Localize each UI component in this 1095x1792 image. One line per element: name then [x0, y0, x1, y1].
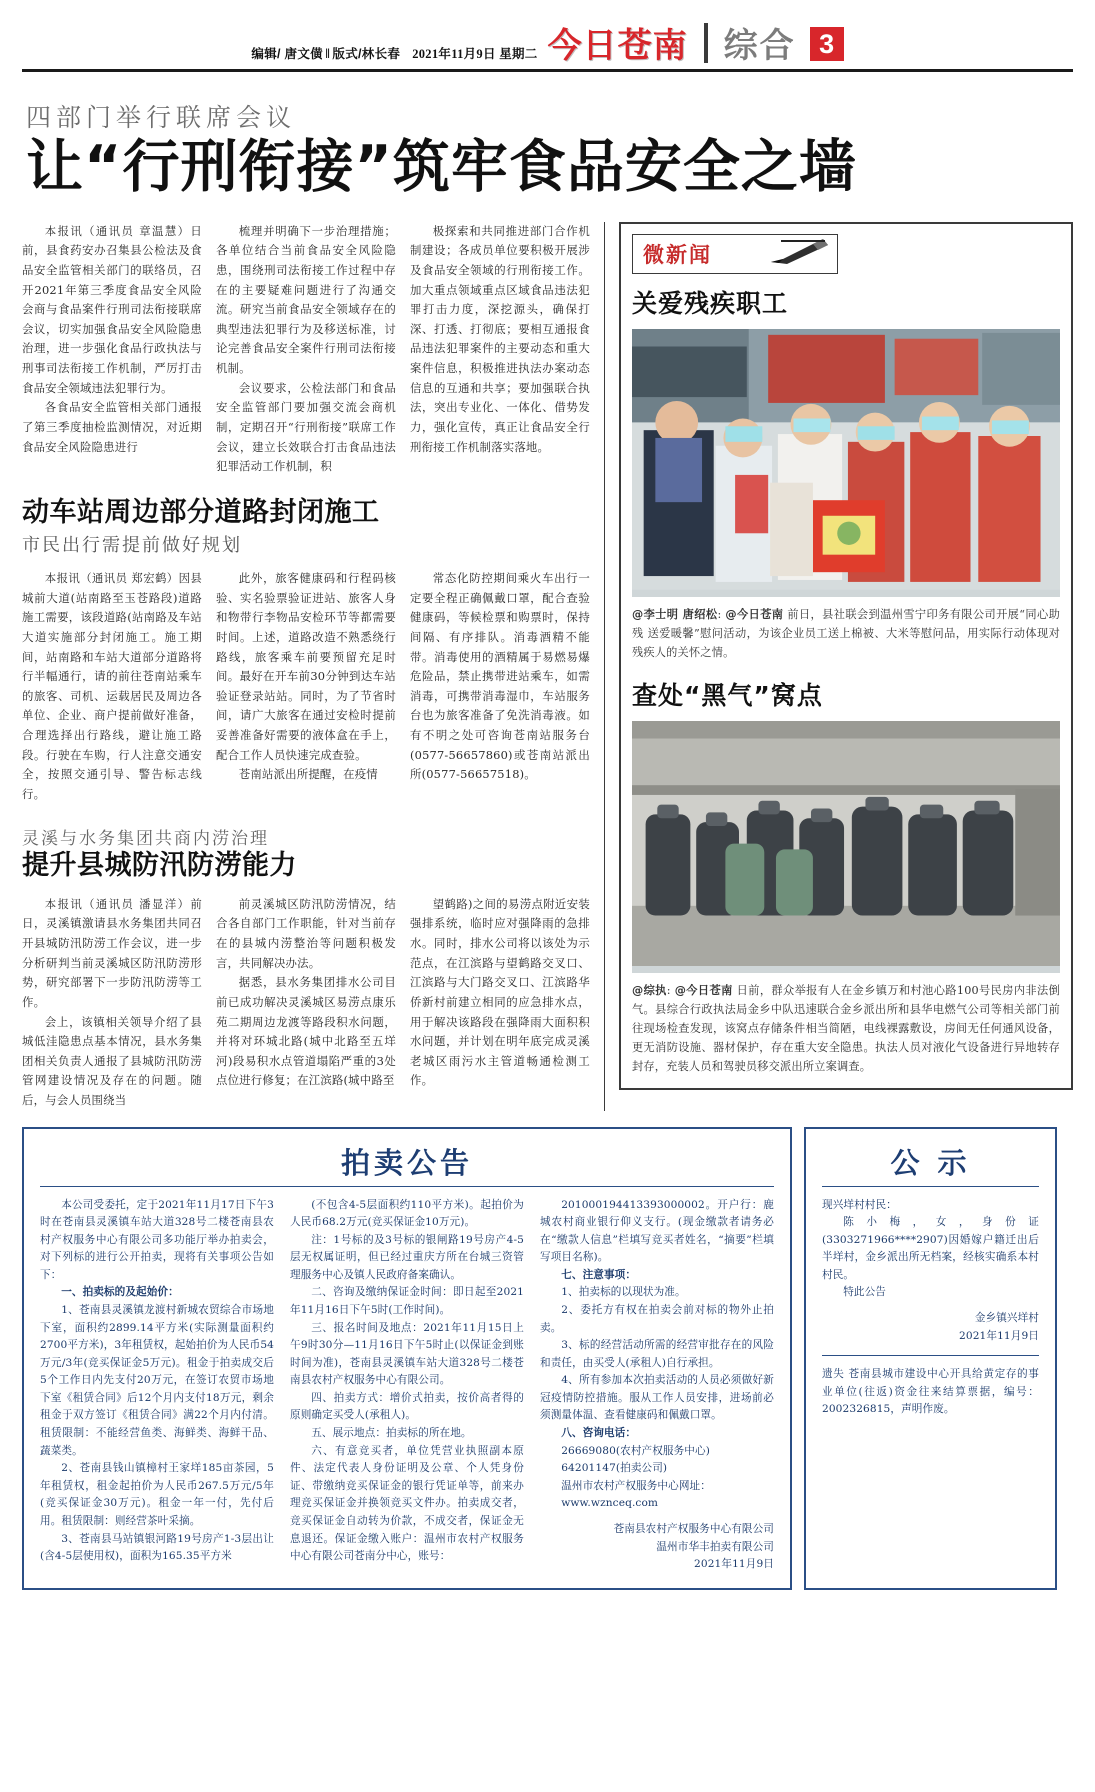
article-3-col-3: 望鹤路)之间的易涝点附近安装强排系统，临时应对强降雨的急排水。同时，排水公司将以该处为示范点，在江滨路与望鹤路交叉口、江滨路与大门路交叉口、江滨路华侨新村前建立相同的应急排水点，用于解决该路段在强降雨大面积积水问题，并计划在明年底完成灵溪老城区雨污水主管道畅通检测工作。 [410, 896, 590, 1088]
article-3-kicker: 灵溪与水务集团共商内涝治理 [22, 829, 269, 850]
lead-kicker: 四部门举行联席会议 [26, 103, 297, 132]
caption-brand: @今日苍南 [674, 983, 733, 997]
caption-body: 日前，群众举报有人在金乡镇万和村池心路100号民房内非法倒气。县综合行政执法局金乡中队迅速联合金乡派出所和县华电燃气公司等相关部门前往现场检查发现，该窝点存储条件相当简陋，电线裸露敷设，房间无任何通风设备，更无消防设施、器材保护，存在重大安全隐患。执法人员对液化气设备进行异地转存封存，充装人员和驾驶员移交派出所立案调查。 [631, 983, 1060, 1074]
article-3-columns [22, 895, 590, 1111]
issue-date: 2021年11月9日 星期二 [412, 47, 538, 61]
credit-separator: ‖ [324, 47, 331, 61]
caption-author: @李士明 唐绍松 [631, 607, 718, 621]
micro-story-2-caption: @综执: @今日苍南 日前，群众举报有人在金乡镇万和村池心路100号民房内非法倒气。县综合行政执法局金乡中队迅速联合金乡派出所和县华电燃气公司等相关部门前往现场检查发现，该窝点存储条件相当简陋，电线裸露敷设，房间无任何通风设备，更无消防设施、器材保护，存在重大安全隐患。执法人员对液化气设备进行异地转存封存，充装人员和驾驶员移交派出所立案调查。 [631, 983, 1060, 1074]
lead-col-1 [22, 222, 202, 477]
lead-headline-block [22, 72, 1073, 204]
bottom-notices [22, 1127, 1073, 1590]
masthead-divider [704, 23, 708, 63]
page-number-badge: 3 [810, 27, 844, 61]
article-3 [22, 824, 590, 1110]
paper-logo: 今日苍南 [547, 26, 688, 66]
section-name: 综合 [723, 26, 796, 66]
lead-col-3 [410, 222, 590, 477]
micro-news-box [619, 222, 1073, 1090]
micro-news-label-text: 微新闻 [642, 242, 712, 267]
auction-notice-rule [40, 1186, 774, 1187]
auction-notice-columns [40, 1197, 774, 1574]
auction-col-3: 201000194413393000002。开户行：鹿城农村商业银行仰义支行。(现金缴款者请务必在“缴款人信息”栏填写竞买者姓名，“摘要”栏填写项目名称)。 七、注意事项： 1、拍卖标的以现状为准。 2、委托方有权在拍卖会前对标的物外止拍卖。 3、标的经营活动所需的经营审批存在的风险和责任，由买受人(承租人)自行承担。 4、所有参加本次拍卖活动的人员必须做好新冠疫情防控措施。服从工作人员安排，进场前必须测量体温、查看健康码和佩戴口罩。 八、咨询电话： 26669080(农村产权服务中心) 64201147(拍卖公司) 温州市农村产权服务中心网址： www.wznceq.com 苍南县农村产权服务中心有限公司 温州市华丰拍卖有限公司 2021年11月9日 [540, 1197, 774, 1574]
micro-story-1-caption: @李士明 唐绍松: @今日苍南 前日，县社联会到温州雪宁印务有限公司开展“同心助残 送爱暖馨”慰问活动，为该企业员工送上棉被、大米等慰问品，用实际行动体现对残疾人的关怀之情。 [631, 607, 1060, 659]
auction-notice [22, 1127, 792, 1590]
lead-title: 让“行刑衔接”筑牢食品安全之墙 [26, 134, 857, 200]
caption-body: 前日，县社联会到温州雪宁印务有限公司开展“同心助残 送爱暖馨”慰问活动，为该企业员工送上棉被、大米等慰问品，用实际行动体现对残疾人的关怀之情。 [631, 607, 1060, 659]
lead-col-2-text: 梳理并明确下一步治理措施；各单位结合当前食品安全风险隐患，围绕刑司法衔接工作过程中存在的主要疑难问题进行了沟通交流。研究当前食品安全领域存在的典型违法犯罪行为及移送标准，讨论完善食品安全案件行刑司法衔接机制。 会议要求，公检法部门和食品安全监管部门要加强交流会商机制，定期召开“行刑衔接”联席工作会议，建立长效联合打击食品违法犯罪活动工作机制，积 [216, 223, 396, 474]
article-2-col-1: 本报讯（通讯员 郑宏鹤）因县城前大道(站南路至玉苍路段)道路施工需要，该段道路(站南路及车站大道实施部分封闭施工。施工期间，站南路和车站大道部分道路将行半幅通行，请的前往苍南站乘车的旅客、司机、运载居民及周边各单位、企业、商户提前做好准备，合理选择出行路线，避让施工路段。行驶在车购，行人注意交通安全，按照交通引导、警告标志线行。 [22, 571, 202, 801]
lost-item-notice: 遗失 苍南县城市建设中心开具给黄定存的事业单位(往返)资金往来结算票据，编号：2002326815，声明作废。 [822, 1368, 1039, 1416]
editor-label: 编辑/ 唐文僙 [251, 47, 323, 61]
article-3-col-1: 本报讯（通讯员 潘显洋）前日，灵溪镇激请县水务集团共同召开县城防汛防涝工作会议，进一步分析研判当前灵溪城区防汛防涝形势，研究部署下一步防汛防涝等工作。 会上，该镇相关领导介绍了县城低洼隐患点基本情况，县水务集团相关负责人通报了县城防汛防涝管网建设情况及存在的问题。随后，与会人员围绕当 [22, 896, 202, 1107]
masthead-credits [251, 44, 537, 65]
lead-col-1-text: 本报讯（通讯员 章温慧）日前，县食药安办召集县公检法及食品安全监管相关部门的联络员，召开2021年第三季度食品安全风险会商与食品案件行刑司法衔接联席会议，切实加强食品安全风险隐患治理，进一步强化食品行政执法与刑事司法衔接工作机制，严厉打击食品安全领域违法犯罪行为。 各食品安全监管相关部门通报了第三季度抽检监测情况，对近期食品安全风险隐患进行 [22, 223, 202, 454]
article-2-col-2: 此外，旅客健康码和行程码核验、实名验票验证进站、旅客人身和物带行李物品安检环节等都需要时间。上述，道路改造不熟悉绕行路线，旅客乘车前要预留充足时间。最好在开车前30分钟到达车站验证登录站站。同时，为了节省时间，请广大旅客在通过安检时提前妥善准备好需要的液体盒在手上，配合工作人员快速完成查验。 苍南站派出所提醒，在疫情 [216, 571, 396, 782]
body-wrap [22, 222, 1073, 1111]
pen-icon [765, 236, 831, 271]
article-3-title: 提升县城防汛防涝能力 [22, 850, 297, 882]
announcement-rule [822, 1186, 1039, 1187]
caption-brand: @今日苍南 [725, 607, 784, 621]
masthead [22, 0, 1073, 72]
announcement-divider [822, 1355, 1039, 1356]
announcement-title: 公 示 [890, 1145, 971, 1180]
column-divider [604, 222, 605, 1111]
micro-story-2-photo [632, 721, 1060, 973]
micro-story-1 [632, 284, 1060, 662]
article-2-col-3: 常态化防控期间乘火车出行一定要全程正确佩戴口罩，配合查验健康码，等候检票和购票时，保持间隔、有序排队。消毒酒精不能带。消毒使用的酒精属于易燃易爆危险品，禁止携带进站乘车，如需消毒，可携带消毒湿巾，车站服务台也为旅客准备了免洗消毒液。如有不明之处可咨询苍南站服务台(0577-56657860)或苍南站派出所(0577-56657518)。 [410, 571, 590, 782]
micro-story-1-photo [632, 329, 1060, 597]
auction-col-1: 本公司受委托，定于2021年11月17日下午3时在苍南县灵溪镇车站大道328号二楼苍南县农村产权服务中心有限公司多功能厅举办拍卖会，对下列标的进行公开拍卖，现将有关事项公告如下： 一、拍卖标的及起始价： 1、苍南县灵溪镇龙渡村新城农贸综合市场地下室，面积约2899.14平方米(实际测量面积约2700平方米)，3年租赁权，起始拍价为人民币54万元/3年(竞买保证金5万元)。租金于拍卖成交后5个工作日内先支付20万元，在签订农贸市场地下室《租赁合同》后12个月内支付18万元，剩余租金于双方签订《租赁合同》满22个月内付清。租赁限制：不能经营鱼类、海鲜类、海鲜干品、蔬菜类。 2、苍南县钱山镇樟村王家垟185亩茶园，5年租赁权，租金起拍价为人民币267.5万元/5年(竞买保证金30万元)。租金一年一付，先付后用。租赁限制：则经营茶叶采摘。 3、苍南县马站镇银河路19号房产1-3层出让(含4-5层使用权)，面积为165.35平方米 [40, 1198, 274, 1563]
announcement-signature: 金乡镇兴垟村 2021年11月9日 [959, 1312, 1039, 1342]
announcement-body: 现兴垟村村民： 陈小梅，女，身份证(3303271966****2907)因婚嫁户籍迁出后半垟村，金乡派出所无档案，经核实确系本村村民。 特此公告 [822, 1198, 1039, 1299]
auction-notice-title: 拍卖公告 [340, 1145, 473, 1180]
layout-label: 版式/林长春 [332, 47, 401, 61]
right-zone [619, 222, 1073, 1111]
public-announcement [804, 1127, 1057, 1590]
article-2 [22, 497, 590, 805]
micro-story-2 [632, 676, 1060, 1076]
micro-story-2-headline: 查处“黑气”窝点 [631, 680, 823, 710]
article-2-subtitle: 市民出行需提前做好规划 [22, 535, 242, 557]
article-3-col-2: 前灵溪城区防汛防涝情况，结合各自部门工作职能，针对当前存在的县城内涝整治等问题积极发言，共同解决办法。 据悉，县水务集团排水公司目前已成功解决灵溪城区易涝点康乐苑二期周边龙渡等路段积水问题，并将对环城北路(城中北路至五垟河)段易积水点管道塌陷严重的3处点位进行修复；在江滨路(城中路至 [216, 896, 396, 1088]
auction-col-2: (不包含4-5层面积约110平方米)。起拍价为人民币68.2万元(竞买保证金10万元)。 注：1号标的及3号标的银闸路19号房产4-5层无权属证明，但已经过重庆方所在台城三资管理服务中心及镇人民政府备案确认。 二、咨询及缴纳保证金时间：即日起至2021年11月16日下午5时(工作时间)。 三、报名时间及地点：2021年11月15日上午9时30分—11月16日下午5时止(以保证金到账时间为准)，苍南县灵溪镇车站大道328号二楼苍南县农村产权服务中心有限公司。 四、拍卖方式：增价式拍卖，按价高者得的原则确定买受人(承租人)。 五、展示地点：拍卖标的所在地。 六、有意竞买者，单位凭营业执照副本原件、法定代表人身份证明及公章、个人凭身份证、带缴纳竞买保证金的银行凭证单等，前来办理竞买保证金并换领竞买文件办。拍卖成交者，竞买保证金自动转为价款，不成交者，保证金无息退还。保证金缴入账户：温州市农村产权服务中心有限公司苍南分中心，账号： [290, 1198, 524, 1563]
micro-news-label [632, 234, 838, 274]
article-2-columns [22, 569, 590, 804]
micro-story-1-headline: 关爱残疾职工 [631, 288, 788, 318]
lead-col-3-text: 极探索和共同推进部门合作机制建设；各成员单位要积极开展涉及食品安全领域的行刑衔接工作。加大重点领域重点区域食品违法犯罪打击力度，深挖源头，确保打深、打透、打彻底；要相互通报食品违法犯罪案件的主要动态和重大案件信息，积极推进执法办案动态信息的互通和共享；要加强联合执法，突出专业化、一体化、借势发力，强化宣传，真正让食品安全行刑衔接工作机制落实落地。 [410, 223, 590, 454]
article-2-title: 动车站周边部分道路封闭施工 [22, 496, 380, 528]
lead-article-columns [22, 222, 590, 477]
left-zone [22, 222, 590, 1111]
lead-col-2 [216, 222, 396, 477]
auction-signature: 苍南县农村产权服务中心有限公司 温州市华丰拍卖有限公司 2021年11月9日 [613, 1522, 774, 1571]
caption-author: @综执 [631, 983, 667, 997]
